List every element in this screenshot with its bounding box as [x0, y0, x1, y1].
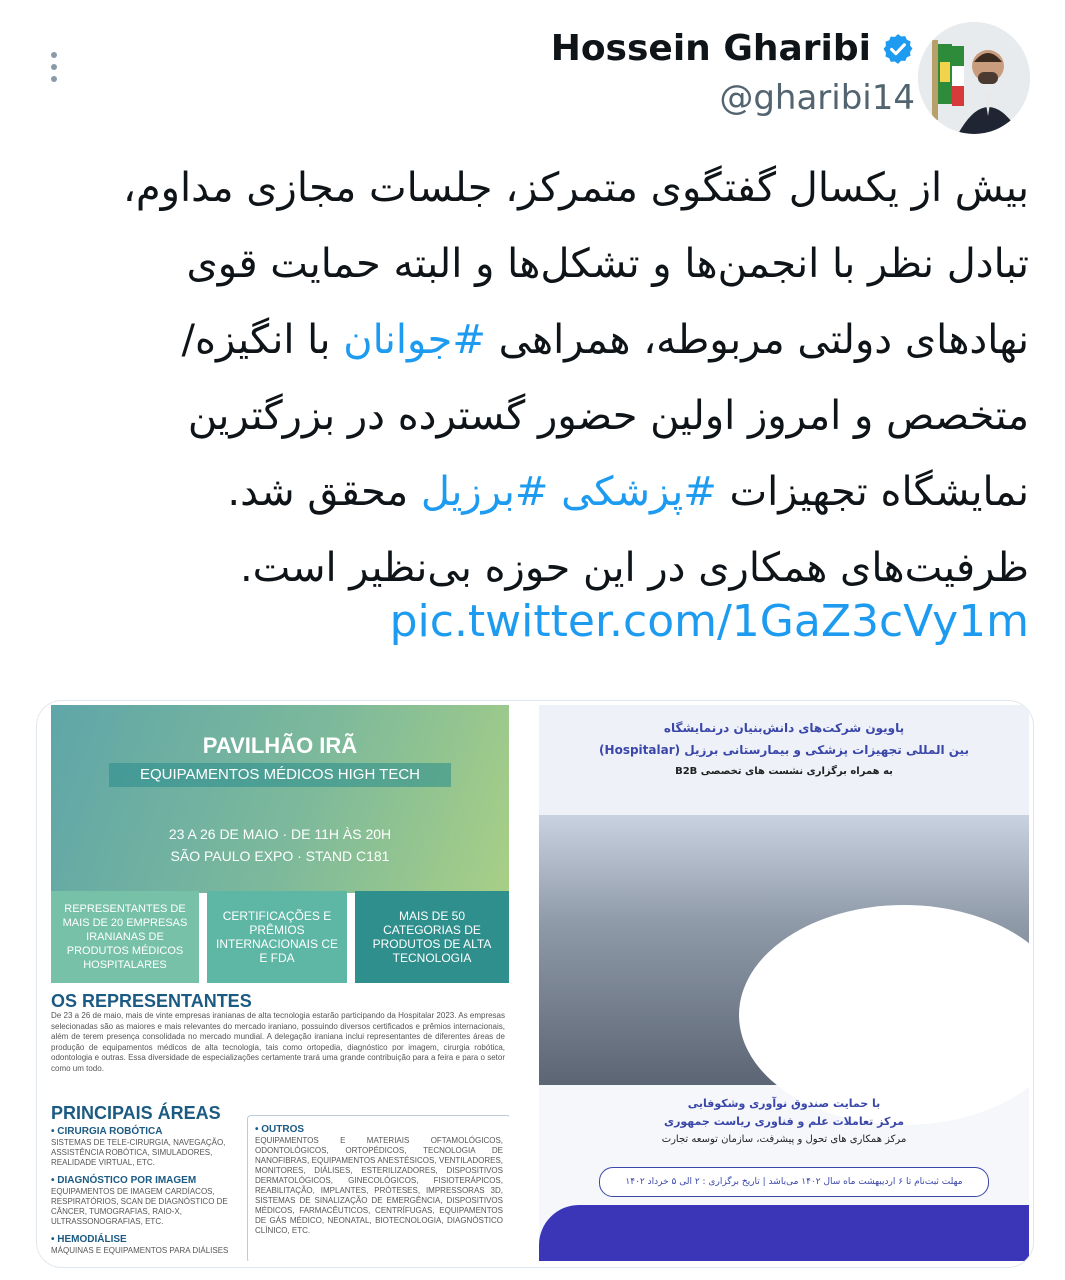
tweet-text	[100, 150, 1029, 606]
hero-banner	[51, 705, 509, 893]
avatar[interactable]	[918, 22, 1030, 134]
tweet-text-segment: محقق شد.	[227, 469, 421, 515]
hero-dates	[51, 823, 509, 867]
area-heading: • HEMODIÁLISE	[51, 1234, 127, 1245]
areas-right-column	[255, 1123, 503, 1236]
funding-line: مرکز تعاملات علم و فناوری ریاست جمهوری	[663, 1115, 905, 1128]
stats-row	[51, 891, 509, 983]
dates-text: 23 A 26 DE MAIO · DE 11H ÀS 20H	[168, 826, 392, 842]
media-link[interactable]: pic.twitter.com/1GaZ3cVy1m	[389, 596, 1029, 647]
author-handle[interactable]: @gharibi14	[719, 78, 915, 118]
tweet-line	[100, 454, 1029, 530]
poster-deadline: مهلت ثبت‌نام تا ۶ اردیبهشت ماه سال ۱۴۰۲ می‌باشد | تاریخ برگزاری : ۲ الی ۵ خرداد ۱۴۰۲	[599, 1167, 989, 1197]
tweet-line	[100, 302, 1029, 378]
tweet-line: تبادل نظر با انجمن‌ها و تشکل‌ها و البته حمایت قوی	[186, 241, 1029, 287]
tweet-text-segment: با انگیزه/	[181, 317, 344, 363]
media-image-left[interactable]	[51, 705, 509, 1261]
verified-badge-icon	[881, 32, 915, 66]
stat-categorias: MAIS DE 50 CATEGORIAS DE PRODUTOS DE ALTA TECNOLOGIA	[355, 891, 509, 983]
poster-title	[539, 717, 1029, 783]
tweet-text-segment: نهادهای دولتی مربوطه، همراهی	[485, 317, 1029, 363]
hashtag-link[interactable]: #جوانان	[343, 317, 486, 363]
area-heading: • OUTROS	[255, 1124, 305, 1135]
reps-title: OS REPRESENTANTES	[51, 991, 252, 1011]
author-row	[551, 28, 915, 69]
poster-footer	[539, 1205, 1029, 1261]
hero-subtitle: EQUIPAMENTOS MÉDICOS HIGH TECH	[109, 763, 451, 787]
author-name[interactable]: Hossein Gharibi	[550, 28, 871, 69]
tweet-line: ظرفیت‌های همکاری در این حوزه بی‌نظیر است.	[239, 545, 1029, 591]
stat-representantes: REPRESENTANTES DE MAIS DE 20 EMPRESAS IRANIANAS DE PRODUTOS MÉDICOS HOSPITALARES	[51, 891, 199, 983]
location-text: SÃO PAULO EXPO · STAND C181	[170, 848, 390, 864]
poster-title-line: پاویون شرکت‌های دانش‌بنیان درنمایشگاه	[663, 721, 905, 735]
area-text: MÁQUINAS E EQUIPAMENTOS PARA DIÁLISES	[51, 1246, 229, 1255]
areas-left-column	[51, 1125, 241, 1256]
poster-funding	[539, 1095, 1029, 1149]
tweet-text-segment	[548, 469, 561, 515]
media-image-right[interactable]	[539, 705, 1029, 1261]
area-heading: • CIRURGIA ROBÓTICA	[51, 1126, 163, 1137]
hashtag-link[interactable]: #پزشکی	[561, 469, 717, 515]
stat-certificacoes: CERTIFICAÇÕES E PRÊMIOS INTERNACIONAIS CE E FDA	[207, 891, 347, 983]
tweet-line: بیش از یکسال گفتگوی متمرکز، جلسات مجازی مداوم،	[123, 165, 1029, 211]
hero-title: PAVILHÃO IRÃ	[202, 733, 358, 758]
area-text: EQUIPAMENTOS E MATERIAIS OFTAMOLÓGICOS, ODONTOLÓGICOS, ORTOPÉDICOS, TECNOLOGIA DE NANOFIBRAS, EQUIPAMENTOS ANESTÉSICOS, VENTILADORES, MONITORES, DIÁLISES, ESTERILIZADORES, DISPOSITIVOS DERMATOLÓGICOS, GINECOLÓGICOS, FISIOTERÁPICOS, REABILITAÇÃO, IMPLANTES, PRÓTESES, IMPRESSORAS 3D, SISTEMAS DE SINALIZAÇÃO DE EMERGÊNCIA, DISPOSITIVOS MÉDICOS, FARMACÊUTICOS, CENTRÍFUGAS, EQUIPAMENTOS DE GÁS MÉDICO, NEONATAL, BIOTECNOLOGIA, DIAGNÓSTICO CLÍNICO, ETC.	[255, 1136, 503, 1235]
reps-text: De 23 a 26 de maio, mais de vinte empresas iranianas de alta tecnologia estarão participando da Hospitalar 2023. As empresas selecionadas são as maiores e mais relevantes do mercado iraniano, possuindo diversos certificados e prêmios internacionais, além de terem presença consolidada no mercado mundial. A delegação iraniana inclui representantes de diferentes áreas de produção de equipamentos médicos de alta tecnologia, tais como ortopedia, diagnóstico por imagem, cirurgia robótica, odontologia e outras. Essa diversidade de especializações certamente trará uma grande contribuição para a feira e para o setor como um todo.	[51, 1011, 505, 1073]
area-heading: • DIAGNÓSTICO POR IMAGEM	[51, 1175, 197, 1186]
funding-line: با حمایت صندوق نوآوری وشکوفایی	[687, 1097, 881, 1110]
tweet-text-segment: نمایشگاه تجهیزات	[716, 469, 1029, 515]
hashtag-link[interactable]: #برزیل	[420, 469, 549, 515]
poster-title-line: بین المللی تجهیزات پزشکی و بیمارستانی برزیل (Hospitalar)	[599, 743, 969, 757]
area-text: EQUIPAMENTOS DE IMAGEM CARDÍACOS, RESPIRATÓRIOS, SCAN DE DIAGNÓSTICO DE CÂNCER, TUMOGRAFIAS, RAIO-X, ULTRASSONOGRAFIAS, ETC.	[51, 1187, 228, 1226]
media-container[interactable]	[36, 700, 1034, 1268]
area-text: SISTEMAS DE TELE-CIRURGIA, NAVEGAÇÃO, ASSISTÊNCIA ROBÓTICA, SIMULADORES, REALIDADE VIRTUAL, ETC.	[51, 1138, 226, 1167]
tweet-line: متخصص و امروز اولین حضور گسترده در بزرگترین	[187, 393, 1029, 439]
areas-title: PRINCIPAIS ÁREAS	[51, 1103, 221, 1123]
funding-line: مرکز همکاری های تحول و پیشرفت، سازمان توسعه تجارت	[661, 1134, 907, 1145]
poster-title-line: به همراه برگزاری نشست های تخصصی B2B	[675, 766, 893, 777]
more-options-icon[interactable]	[44, 46, 64, 86]
avatar-image	[918, 22, 1030, 134]
